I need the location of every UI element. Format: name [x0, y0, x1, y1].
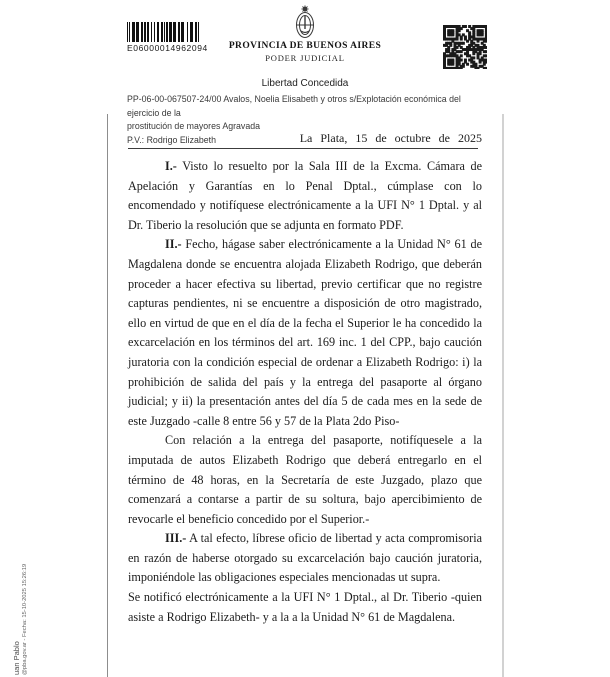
- paragraph-2-text: Fecho, hágase saber electrónicamente a la Unidad N° 61 de Magdalena donde se encuentra alojada Elizabeth Rodrigo, que deberán proceder a hacer efectiva su libertad, previo certificar que no registre capturas pendientes, ni se encuentre a disposición de otro magistrado, ello en virtud de que en el día de la fecha el Superior le ha concedido la excarcelación en los términos del art. 169 inc. 1 del CPP., bajo caución juratoria con la condición especial de ordenar a Elizabeth Rodrigo: i) la prohibición de salida del país y la entrega del pasaporte al órgano judicial; y ii) la presentación antes del día 5 de cada mes en la sede de este Juzgado -calle 8 entre 56 y 57 de la Plata 2do Piso-: [128, 237, 482, 428]
- header-divider: [128, 148, 478, 149]
- page-right-border: [502, 114, 504, 677]
- page-left-border: [107, 114, 108, 677]
- document-body: [128, 157, 482, 627]
- paragraph-4-marker: III.-: [165, 531, 187, 546]
- notification-note: Se notificó electrónicamente a la UFI N° 1 Dptal., al Dr. Tiberio -quien asiste a Rodrigo Elizabeth- y a la a la Unidad N° 61 de Magdalena.: [128, 590, 482, 624]
- case-pv-line: P.V.: Rodrigo Elizabeth: [127, 134, 217, 145]
- signature-name: uan Pablo: [12, 641, 21, 675]
- paragraph-2-marker: II.-: [165, 237, 182, 252]
- paragraph-3: [128, 431, 482, 529]
- signature-stamp: [12, 564, 28, 675]
- case-caption-line1: PP-06-00-067507-24/00 Avalos, Noelia Elisabeth y otros s/Explotación económica del ejercicio de la: [127, 94, 461, 118]
- org-subtitle: PODER JUDICIAL: [265, 53, 345, 63]
- paragraph-4: [128, 529, 482, 588]
- dateline: La Plata, 15 de octubre de 2025: [299, 131, 482, 145]
- paragraph-1: [128, 157, 482, 235]
- coat-of-arms-icon: [294, 5, 316, 39]
- qr-code-icon: [443, 25, 487, 69]
- signature-meta: @pba.gov.ar - Fecha: 15-10-2025 15:26:19: [22, 563, 28, 675]
- paragraph-3-text: Con relación a la entrega del pasaporte, notifíquesele a la imputada de autos Elizabeth Rodrigo que deberá entregarlo en el término de 48 horas, en la Secretaría de este Juzgado, plazo que comenzará a contarse a partir de su soltura, bajo apercibimiento de revocarle el beneficio concedido por el Superior.-: [128, 433, 482, 526]
- case-caption-line2: prostitución de mayores Agravada: [127, 121, 261, 131]
- org-name: PROVINCIA DE BUENOS AIRES: [228, 41, 382, 51]
- document-title: Libertad Concedida: [261, 78, 349, 89]
- barcode-icon: [127, 22, 203, 42]
- paragraph-4-text: A tal efecto, líbrese oficio de libertad y acta compromisoria en razón de haberse otorgado su excarcelación bajo caución juratoria, imponiéndole las obligaciones especiales mencionadas ut supra.: [128, 531, 482, 585]
- paragraph-1-marker: I.-: [165, 159, 177, 173]
- barcode-number: E06000014962094: [127, 43, 208, 53]
- paragraph-2: [128, 235, 482, 431]
- paragraph-1-text: Visto lo resuelto por la Sala III de la Excma. Cámara de Apelación y Garantías en lo Penal Dptal., cúmplase con lo encomendado y notifíquese electrónicamente a la UFI N° 1 Dptal. y al Dr. Tiberio la resolución que se adjunta en formato PDF.: [128, 159, 482, 232]
